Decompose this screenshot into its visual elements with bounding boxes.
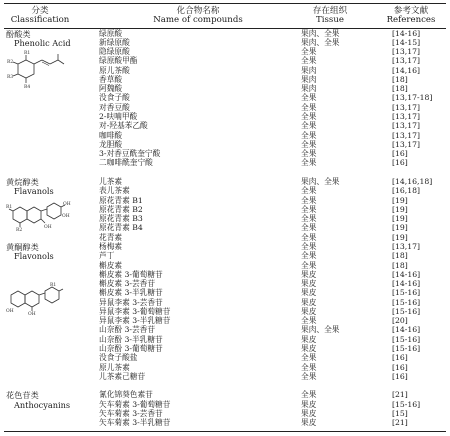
reference-cell: [13,17] — [392, 56, 421, 66]
compound-name: 儿茶素 — [99, 176, 123, 186]
header-classification-en: Classification — [10, 15, 70, 25]
reference-cell: [18] — [392, 84, 408, 94]
phenolic-acid-structure — [6, 50, 68, 90]
svg-text:R4: R4 — [24, 85, 31, 90]
reference-cell: [14-15] — [392, 37, 421, 47]
compound-name: 没食子酸盐 — [99, 353, 138, 363]
compound-name: 山奈酚 3-葡萄糖苷 — [99, 344, 163, 354]
reference-cell: [16,18] — [392, 186, 421, 196]
compound-name: 原花青素 B2 — [99, 204, 143, 214]
svg-text:R1: R1 — [50, 283, 57, 288]
tissue-cell: 果皮 — [301, 334, 317, 344]
header-name-zh: 化合物名称 — [176, 6, 220, 16]
group-label-zh: 黄酮醇类 — [6, 241, 39, 252]
reference-cell: [13,17] — [392, 241, 421, 251]
compound-name: 花青素 — [99, 232, 123, 242]
table-bottom-rule — [4, 431, 446, 432]
reference-cell: [21] — [392, 418, 408, 428]
tissue-cell: 果皮 — [301, 297, 317, 307]
compound-name: 新绿原酸 — [99, 37, 130, 47]
reference-cell: [13,17] — [392, 121, 421, 131]
reference-cell: [16] — [392, 353, 408, 363]
tissue-cell: 全果 — [301, 251, 317, 261]
tissue-cell: 全果 — [301, 390, 317, 400]
compound-name: 槲皮素 3-葡萄糖苷 — [99, 269, 163, 279]
compound-name: 异鼠李素 3-葡萄糖苷 — [99, 306, 171, 316]
svg-text:OH: OH — [62, 214, 70, 219]
compound-name: 二咖啡酰奎宁酸 — [99, 158, 153, 168]
tissue-cell: 全果 — [301, 195, 317, 205]
compound-name: 绿原酸 — [99, 28, 123, 38]
tissue-cell: 果皮 — [301, 279, 317, 289]
tissue-cell: 全果 — [301, 362, 317, 372]
header-classification-zh: 分类 — [31, 6, 49, 16]
tissue-cell: 全果 — [301, 93, 317, 103]
reference-cell: [18] — [392, 260, 408, 270]
tissue-cell: 果皮 — [301, 418, 317, 428]
reference-cell: [16] — [392, 158, 408, 168]
tissue-cell: 果肉 — [301, 65, 317, 75]
reference-cell: [15-16] — [392, 344, 421, 354]
compound-name: 槲皮素 — [99, 260, 123, 270]
svg-text:OH: OH — [28, 312, 36, 315]
compound-name: 矢车菊素 3-半乳糖苷 — [99, 418, 171, 428]
reference-cell: [13,17] — [392, 139, 421, 149]
compound-name: 原花青素 B1 — [99, 195, 143, 205]
reference-cell: [14,16] — [392, 65, 421, 75]
reference-cell: [18] — [392, 74, 408, 84]
compound-name: 异鼠李素 3-半乳糖苷 — [99, 316, 171, 326]
svg-text:OH: OH — [63, 202, 71, 207]
tissue-cell: 全果 — [301, 316, 317, 326]
reference-cell: [15-16] — [392, 297, 421, 307]
svg-text:R2: R2 — [7, 60, 14, 65]
svg-text:R1: R1 — [24, 51, 31, 56]
svg-text:OH: OH — [6, 309, 14, 314]
reference-cell: [15-16] — [392, 334, 421, 344]
tissue-cell: 全果 — [301, 149, 317, 159]
tissue-cell: 全果 — [301, 241, 317, 251]
tissue-cell: 果皮 — [301, 269, 317, 279]
group-label-zh: 酚酸类 — [6, 28, 31, 39]
compound-name: 槲皮素 3-半乳糖苷 — [99, 288, 163, 298]
reference-cell: [14,16,18] — [392, 176, 433, 186]
header-tissue-en: Tissue — [316, 15, 344, 25]
tissue-cell: 全果 — [301, 353, 317, 363]
tissue-cell: 全果 — [301, 47, 317, 57]
reference-cell: [13,17] — [392, 47, 421, 57]
group-label-en: Phenolic Acid — [14, 37, 71, 48]
reference-cell: [21] — [392, 390, 408, 400]
reference-cell: [16] — [392, 371, 408, 381]
compound-name: 原花青素 B3 — [99, 214, 143, 224]
tissue-cell: 果皮 — [301, 288, 317, 298]
group-label-en: Flavanols — [14, 186, 54, 197]
tissue-cell: 果皮 — [301, 344, 317, 354]
tissue-cell: 全果 — [301, 102, 317, 112]
tissue-cell: 全果 — [301, 371, 317, 381]
table-header-rule — [4, 28, 446, 29]
compound-name: 原花青素 B4 — [99, 223, 143, 233]
reference-cell: [15-16] — [392, 288, 421, 298]
tissue-cell: 全果 — [301, 186, 317, 196]
reference-cell: [14-16] — [392, 279, 421, 289]
tissue-cell: 果皮 — [301, 306, 317, 316]
reference-cell: [13,17-18] — [392, 93, 433, 103]
tissue-cell: 全果 — [301, 158, 317, 168]
header-tissue-zh: 存在组织 — [312, 6, 348, 16]
reference-cell: [19] — [392, 195, 408, 205]
compound-name: 异鼠李素 3-芸香苷 — [99, 297, 163, 307]
compound-name: 香草酸 — [99, 74, 123, 84]
reference-cell: [19] — [392, 204, 408, 214]
reference-cell: [20] — [392, 316, 408, 326]
tissue-cell: 果肉 — [301, 74, 317, 84]
group-label-zh: 黄烷醇类 — [6, 176, 39, 187]
header-references-en: References — [386, 15, 436, 25]
tissue-cell: 果肉 — [301, 84, 317, 94]
compound-name: 龙胆酸 — [99, 139, 123, 149]
tissue-cell: 全果 — [301, 223, 317, 233]
tissue-cell: 全果 — [301, 112, 317, 122]
reference-cell: [19] — [392, 232, 408, 242]
reference-cell: [13,17] — [392, 130, 421, 140]
compound-name: 矢车菊素 3-芸香苷 — [99, 408, 163, 418]
tissue-cell: 全果 — [301, 56, 317, 66]
compound-name: 山奈酚 3-芸香苷 — [99, 325, 156, 335]
tissue-cell: 果皮 — [301, 408, 317, 418]
compound-name: 咖啡酸 — [99, 130, 123, 140]
reference-cell: [14-16] — [392, 325, 421, 335]
reference-cell: [15-16] — [392, 399, 421, 409]
compound-name: 表儿茶素 — [99, 186, 130, 196]
reference-cell: [19] — [392, 214, 408, 224]
compound-name: 矢车菊素 3-葡萄糖苷 — [99, 399, 171, 409]
compound-name: 槲皮素 3-芸香苷 — [99, 279, 156, 289]
reference-cell: [14-16] — [392, 28, 421, 38]
group-label-en: Anthocyanins — [14, 399, 71, 410]
compound-name: 儿茶素己糖苷 — [99, 371, 146, 381]
compound-name: 原儿茶酸 — [99, 65, 130, 75]
flavonol-structure — [6, 281, 66, 315]
tissue-cell: 果肉、全果 — [301, 176, 340, 186]
compound-name: 山奈酚 3-半乳糖苷 — [99, 334, 163, 344]
tissue-cell: 果皮 — [301, 399, 317, 409]
reference-cell: [15] — [392, 408, 408, 418]
reference-cell: [14-16] — [392, 269, 421, 279]
compound-name: 2-呋喃甲酸 — [99, 112, 138, 122]
reference-cell: [16] — [392, 149, 408, 159]
flavanol-structure — [6, 199, 72, 231]
svg-text:R3: R3 — [7, 75, 14, 80]
tissue-cell: 果肉、全果 — [301, 28, 340, 38]
tissue-cell: 全果 — [301, 214, 317, 224]
compound-name: 3-对香豆酰奎宁酸 — [99, 149, 161, 159]
compound-name: 芦丁 — [99, 251, 115, 261]
tissue-cell: 果肉、全果 — [301, 37, 340, 47]
group-label-en: Flavonols — [14, 251, 54, 262]
reference-cell: [19] — [392, 223, 408, 233]
tissue-cell: 果肉、全果 — [301, 325, 340, 335]
tissue-cell: 全果 — [301, 121, 317, 131]
group-label-zh: 花色苷类 — [6, 390, 39, 401]
reference-cell: [15-16] — [392, 306, 421, 316]
compound-name: 杨梅素 — [99, 241, 123, 251]
tissue-cell: 全果 — [301, 232, 317, 242]
compound-name: 对香豆酸 — [99, 102, 130, 112]
header-name-en: Name of compounds — [153, 15, 243, 25]
compound-name: 阿魏酸 — [99, 84, 123, 94]
compound-name: 对-羟基苯乙酸 — [99, 121, 148, 131]
svg-text:R2: R2 — [16, 228, 23, 231]
reference-cell: [13,17] — [392, 112, 421, 122]
svg-text:R1: R1 — [6, 205, 13, 210]
tissue-cell: 全果 — [301, 204, 317, 214]
compound-name: 隐绿原酸 — [99, 47, 130, 57]
compound-name: 没食子酸 — [99, 93, 130, 103]
reference-cell: [16] — [392, 362, 408, 372]
compound-name: 氰化锦葵色素苷 — [99, 390, 153, 400]
header-references-zh: 参考文献 — [393, 6, 429, 16]
tissue-cell: 全果 — [301, 139, 317, 149]
reference-cell: [18] — [392, 251, 408, 261]
reference-cell: [13,17] — [392, 102, 421, 112]
tissue-cell: 全果 — [301, 130, 317, 140]
compound-name: 原儿茶素 — [99, 362, 130, 372]
svg-text:OH: OH — [44, 225, 52, 230]
tissue-cell: 全果 — [301, 260, 317, 270]
compound-name: 绿原酸甲酯 — [99, 56, 138, 66]
